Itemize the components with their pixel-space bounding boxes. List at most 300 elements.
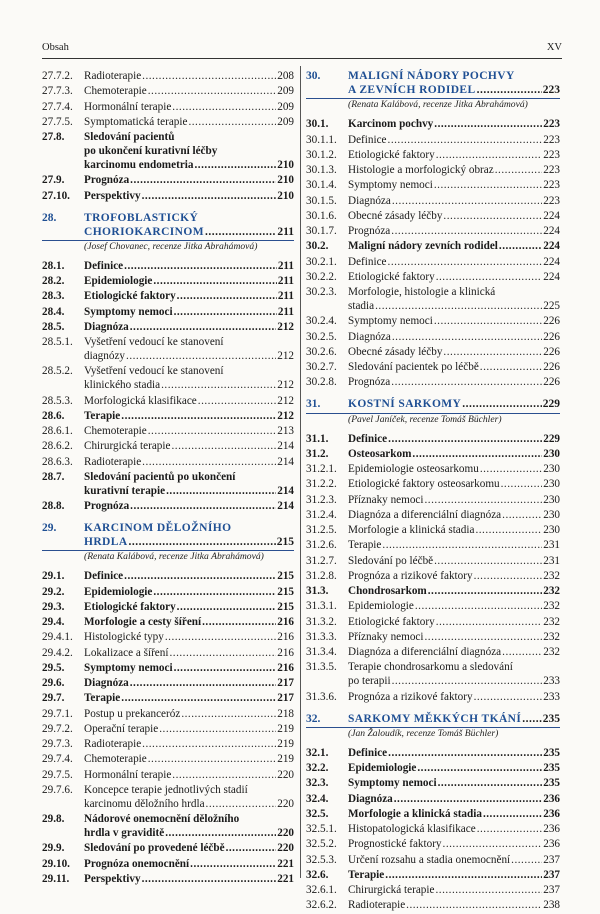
title-line-with-page [84,600,294,614]
title-line-with-page [84,158,294,172]
dot-leader [142,872,277,886]
dot-leader [394,792,542,806]
title-text: Hormonální terapie [84,100,172,113]
entry-title [348,69,560,97]
entry-title [348,898,560,912]
title-text: Operační terapie [84,722,159,735]
toc-entry [42,676,294,690]
dot-leader [165,826,276,840]
dot-leader [392,194,542,208]
toc-entry [42,394,294,408]
title-text: Chemoterapie [84,85,147,98]
dot-leader [434,314,542,328]
dot-leader [382,538,542,552]
entry-title [348,584,560,598]
title-line-with-page [84,630,294,644]
page-number: 223 [542,84,560,96]
page-number: 210 [277,159,294,171]
title-text: SARKOMY MĚKKÝCH TKÁNÍ [348,712,522,725]
page-number: 235 [543,746,560,759]
title-line-with-page [348,690,560,704]
chapter-block [42,521,294,563]
page-number: 215 [277,600,294,613]
title-line: po ukončení kurativní léčby [84,145,218,157]
title-line-with-page [84,189,294,203]
dot-leader [502,645,542,659]
page-number: 219 [277,753,294,766]
section-number: 31.2.1. [306,463,337,475]
title-line-with-page [84,615,294,629]
title-line-with-page [348,630,560,644]
section-number: 27.7.3. [42,85,73,98]
section-number: 29.7.1. [42,707,73,720]
title-line-with-page [348,163,560,177]
toc-entry [42,274,294,288]
dot-leader [124,259,277,273]
page-number: 226 [543,376,560,389]
title-text: Etiologické faktory [348,148,435,161]
page-number: 230 [543,524,560,536]
title-line-with-page [348,345,560,359]
title-line-with-page [348,761,560,775]
page-number: 230 [543,447,560,460]
chapter-heading [306,712,560,726]
title-text: Osteosarkom [348,447,412,460]
entry-title [348,330,560,344]
section-number: 32.5.1. [306,823,337,835]
page-number: 230 [543,478,560,491]
page-number: 226 [543,330,560,343]
entry-title [348,660,560,688]
section-number: 31.2.8. [306,569,337,582]
page-number: 212 [277,409,294,422]
section-number: 27.8. [42,131,65,143]
entry-title [84,615,294,629]
page-number: 237 [543,853,560,866]
dot-leader [174,305,277,319]
page-number: 230 [543,463,560,475]
dot-leader [425,630,543,644]
dot-leader [511,853,542,867]
dot-leader [142,737,276,751]
page-number: 223 [543,179,560,192]
page-number: 224 [543,225,560,237]
section-number: 31.3.3. [306,630,337,643]
entry-title [348,615,560,629]
toc-entry [306,117,560,131]
page-number: 212 [277,379,294,392]
section-number: 30.2.7. [306,361,337,373]
title-line-with-page [348,178,560,192]
entry-title [84,289,294,303]
entry-title [348,314,560,328]
toc-entry [42,569,294,583]
toc-entry [306,792,560,806]
title-text: Prognóza onemocnění [84,857,190,870]
title-line-with-page [84,646,294,660]
title-text: Sledování po provedené léčbě [84,842,225,855]
title-line: Morfologie, histologie a klinická [348,286,496,298]
dot-leader [130,499,276,513]
toc-entry [306,822,560,836]
section-number: 29.11. [42,872,70,885]
entry-title [84,470,294,498]
section-number: 28.7. [42,470,65,483]
section-number: 29.7.3. [42,738,73,750]
toc-entry [42,130,294,172]
entry-title [348,868,560,882]
toc-entry [306,645,560,659]
dot-leader [425,493,543,507]
toc-entry [306,493,560,507]
title-text: hrdla v graviditě [84,827,165,839]
title-text: Etiologické faktory [348,615,435,628]
entry-title [348,746,560,760]
dot-leader [153,274,276,288]
section-number: 27.9. [42,174,65,187]
title-text: Definice [84,259,124,272]
title-line-with-page [84,826,294,840]
title-line-with-page [348,569,560,583]
section-number: 31.2.7. [306,554,337,567]
title-line-with-page [348,148,560,162]
page-header [42,42,562,53]
dot-leader [142,455,276,469]
entry-title [348,822,560,836]
page-number: 214 [277,440,294,453]
title-text: Definice [348,255,387,268]
entry-title [348,792,560,806]
dot-leader [475,523,542,537]
toc-entry [42,115,294,129]
title-text: Morfologická klasifikace [84,394,197,407]
entry-title [348,163,560,177]
page-number: 220 [277,842,294,855]
title-line-with-page [348,83,560,97]
entry-title [84,841,294,855]
entry-title [84,722,294,736]
entry-title [348,761,560,775]
title-text: HRDLA [84,536,128,548]
toc-entry [42,335,294,363]
page-number: 219 [277,738,294,750]
entry-title [348,194,560,208]
title-text: Příznaky nemoci [348,630,424,643]
entry-title [84,305,294,319]
title-text: Morfologie a cesty šíření [84,616,202,628]
title-line-with-page [84,100,294,114]
page-number: 231 [543,539,560,552]
dot-leader [474,569,543,583]
dot-leader [483,807,542,821]
title-line-with-page [348,493,560,507]
title-line-with-page [348,807,560,821]
title-line-with-page [84,115,294,129]
dot-leader [388,255,543,269]
page-number: 211 [277,275,294,287]
title-line-with-page [348,898,560,912]
entry-title [84,752,294,766]
dot-leader [188,115,276,129]
toc-entry [42,737,294,751]
page-number: 211 [277,290,294,303]
dot-leader [375,299,542,313]
toc-entry [306,868,560,882]
title-text: Prognóza a rizikové faktory [348,690,473,703]
chapter-authors: (Pavel Janíček, recenze Tomáš Büchler) [348,413,502,425]
title-text: Etiologické faktory [84,600,176,613]
page-number: 226 [543,361,560,373]
toc-entry [306,746,560,760]
dot-leader [169,646,276,660]
entry-title [348,178,560,192]
title-text: Chemoterapie [84,753,147,766]
page-number: 236 [543,823,560,835]
dot-leader [462,397,541,411]
title-line-with-page [84,84,294,98]
title-line-with-page [348,462,560,476]
title-line-with-page [348,255,560,269]
entry-title [348,883,560,897]
page-number: 213 [277,425,294,437]
entry-title [348,255,560,269]
section-number: 32. [306,712,321,725]
dot-leader [198,394,276,408]
page-number: 230 [543,493,560,506]
entry-title [348,270,560,284]
section-number: 30.1.5. [306,194,337,207]
chapter-authors: (Renata Kalábová, recenze Jitka Abrahámová) [348,99,528,111]
entry-title [84,707,294,721]
title-text: Chirurgická terapie [84,440,171,453]
title-line-with-page [348,432,560,446]
entry-title [84,274,294,288]
section-number: 31.2.6. [306,539,337,552]
title-text: Sledování po léčbě [348,554,434,567]
title-text: klinického stadia [84,379,161,392]
title-line-with-page [348,853,560,867]
page-number: 214 [277,500,294,512]
title-line-with-page [84,857,294,871]
toc-entry [42,585,294,599]
title-text: Etiologické faktory [348,270,435,283]
chapter-block [306,712,560,740]
chapter-authors: (Josef Chovanec, recenze Jitka Abrahámová) [84,240,258,252]
entry-title [348,569,560,583]
entry-title [84,569,294,583]
entry-title [84,691,294,705]
toc-entry [306,776,560,790]
toc-entry [42,630,294,644]
section-number: 30.2. [306,240,329,253]
title-line-with-page [348,584,560,598]
title-line-with-page [348,194,560,208]
title-text: Definice [84,570,124,583]
entry-title [84,857,294,871]
section-number: 30.2.8. [306,376,337,389]
page-number: 216 [277,646,294,659]
dot-leader [206,797,277,811]
toc-entry [306,270,560,284]
title-text: Diagnóza [348,330,391,343]
title-line-with-page [348,360,560,374]
toc-entry [306,523,560,537]
dot-leader [121,409,276,423]
dot-leader [142,189,277,203]
title-text: Symptomy nemoci [348,315,433,328]
title-text: Lokalizace a šíření [84,646,169,659]
title-line-with-page [84,349,294,363]
toc-entry [42,259,294,273]
entry-title [84,409,294,423]
dot-leader [480,360,542,374]
dot-leader [443,209,542,223]
section-number: 27.7.5. [42,115,73,128]
entry-title [84,646,294,660]
dot-leader [436,148,543,162]
dot-leader [499,239,542,253]
page-number: 214 [277,455,294,468]
entry-title [84,115,294,129]
toc-entry [42,812,294,840]
dot-leader [166,484,276,498]
title-text: karcinomu endometria [84,159,194,171]
section-number: 31.3. [306,585,329,597]
page-number: 229 [543,432,560,445]
toc-entry [306,761,560,775]
section-number: 31.2.4. [306,508,337,521]
toc-entry [306,133,560,147]
dot-leader [388,133,543,147]
section-number: 30. [306,70,321,82]
page-number: 215 [276,536,294,548]
chapter-block [42,211,294,253]
section-number: 31.1. [306,432,329,445]
section-number: 29.6. [42,677,65,689]
section-number: 29.2. [42,585,65,598]
section-number: 30.1.7. [306,225,337,237]
title-text: Perspektivy [84,872,141,885]
toc-entry [42,189,294,203]
toc-entry [306,660,560,688]
toc-entry [306,375,560,389]
entry-title [348,360,560,374]
page-number: 232 [543,569,560,582]
page-number: 233 [543,675,560,688]
toc-entry [42,783,294,811]
page-number: 236 [543,807,560,820]
section-number: 30.1.1. [306,133,337,146]
page-number: 211 [277,225,294,238]
entry-title [84,661,294,675]
section-number: 30.2.4. [306,315,337,328]
page-number: 224 [543,270,560,283]
entry-title [348,375,560,389]
toc-entry [306,569,560,583]
section-number: 27.10. [42,189,70,202]
toc-entry [42,320,294,334]
entry-title [348,508,560,522]
toc-entry [306,477,560,491]
title-text: Symptomy nemoci [84,305,173,318]
toc-entry [42,173,294,187]
dot-leader [495,163,543,177]
title-text: Perspektivy [84,189,141,202]
page-number: 218 [277,707,294,720]
toc-entry [42,409,294,423]
page-number: 211 [277,259,294,272]
title-line-with-page [84,439,294,453]
title-line-with-page [84,173,294,187]
entry-title [348,599,560,613]
title-text: Prognóza [84,500,130,512]
section-number: 31.2.3. [306,493,337,506]
title-line-with-page [348,508,560,522]
section-number: 30.1. [306,118,329,131]
page-number: 229 [542,398,560,411]
section-number: 30.2.6. [306,345,337,358]
dot-leader [202,615,276,629]
entry-title [348,397,560,411]
page-number: 232 [543,630,560,643]
section-number: 32.2. [306,762,329,774]
dot-leader [121,691,276,705]
toc-entry [42,841,294,855]
dot-leader [148,84,276,98]
toc-entry [42,646,294,660]
entry-title [348,148,560,162]
title-text: Chirurgická terapie [348,884,435,896]
title-text: Chondrosarkom [348,585,427,597]
dot-leader [172,100,276,114]
toc-entry [306,807,560,821]
title-text: CHORIOKARCINOM [84,225,204,238]
toc-entry [42,455,294,469]
title-line-with-page [348,837,560,851]
title-line-with-page [348,645,560,659]
entry-title [348,690,560,704]
toc-entry [42,305,294,319]
section-number: 31.3.6. [306,690,337,703]
dot-leader [165,630,276,644]
entry-title [348,776,560,790]
toc-entry [306,148,560,162]
toc-entry [42,857,294,871]
dot-leader [177,289,277,303]
title-text: Etiologické faktory [84,290,176,303]
toc-entry [306,853,560,867]
page-number: 225 [543,300,560,312]
toc-entry [306,447,560,461]
section-number: 29. [42,522,57,534]
toc-entry [42,661,294,675]
title-line: Terapie chondrosarkomu a sledování [348,661,513,674]
entry-title [348,712,560,726]
section-number: 29.4.1. [42,631,73,644]
toc-entry [306,690,560,704]
title-line: KARCINOM DĚLOŽNÍHO [84,522,232,534]
page-number: 223 [543,194,560,207]
title-text: Obecné zásady léčby [348,345,443,358]
page-number: 223 [543,164,560,176]
title-text: Histologické typy [84,631,164,644]
dot-leader [385,868,542,882]
title-line-with-page [348,822,560,836]
dot-leader [438,776,543,790]
entry-title [84,335,294,363]
entry-title [348,447,560,461]
entry-title [84,364,294,392]
